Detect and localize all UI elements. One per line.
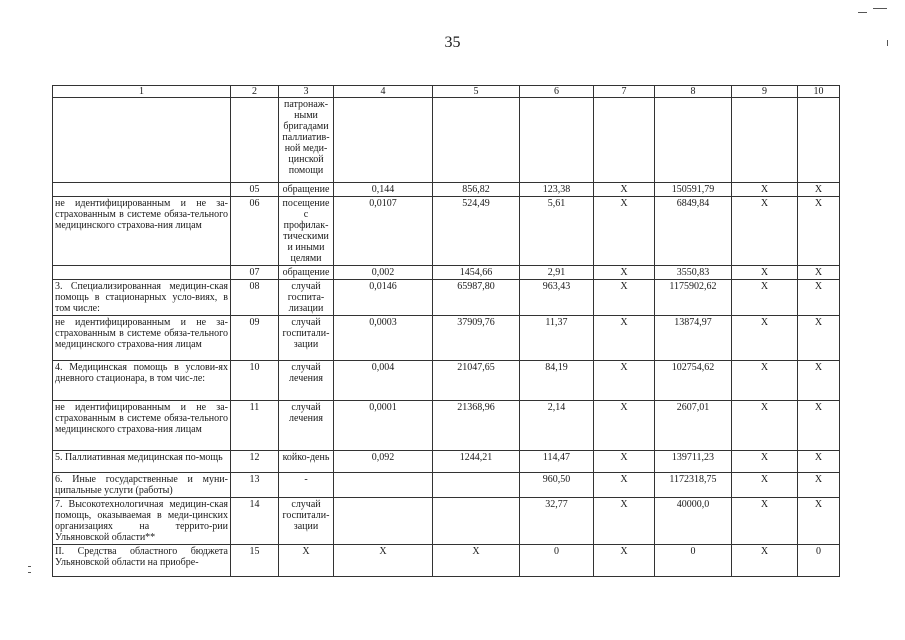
table-cell: патронаж-ными бригадами паллиатив-ной меди-цинской помощи: [279, 98, 334, 183]
table-cell: Х: [594, 361, 655, 401]
table-cell: Х: [594, 451, 655, 473]
page-number: 35: [444, 34, 461, 51]
table-cell: случай госпитали-зации: [279, 498, 334, 545]
table-cell: 7. Высокотехнологичная медицин-ская помощь, оказываемая в меди-цинских организациях на террито-рии Ульяновской области**: [53, 498, 231, 545]
table-cell: 856,82: [433, 183, 520, 197]
table-cell: 6849,84: [655, 197, 732, 266]
table-cell: Х: [732, 361, 798, 401]
table-cell: 0: [520, 545, 594, 577]
table-cell: 13: [231, 473, 279, 498]
table-cell: [334, 498, 433, 545]
table-cell: Х: [798, 498, 840, 545]
table-cell: 21368,96: [433, 401, 520, 451]
header-cell: 9: [732, 86, 798, 98]
table-cell: 3550,83: [655, 266, 732, 280]
table-row: [53, 98, 840, 183]
table-row: [53, 316, 840, 361]
table-cell: 1172318,75: [655, 473, 732, 498]
table-cell: 5. Паллиативная медицинская по-мощь: [53, 451, 231, 473]
table-cell: обращение: [279, 183, 334, 197]
table-cell: Х: [732, 498, 798, 545]
table-cell: 5,61: [520, 197, 594, 266]
table-cell: 84,19: [520, 361, 594, 401]
table-cell: Х: [433, 545, 520, 577]
table-cell: 09: [231, 316, 279, 361]
table-cell: 0,004: [334, 361, 433, 401]
table-cell: 40000,0: [655, 498, 732, 545]
table-cell: Х: [732, 401, 798, 451]
table-row: [53, 545, 840, 577]
table-cell: [53, 266, 231, 280]
header-cell: 7: [594, 86, 655, 98]
table-cell: 11,37: [520, 316, 594, 361]
header-cell: 1: [53, 86, 231, 98]
table-cell: 139711,23: [655, 451, 732, 473]
table-cell: 0,0107: [334, 197, 433, 266]
table-header-row: [53, 86, 840, 98]
header-cell: 2: [231, 86, 279, 98]
table-cell: 102754,62: [655, 361, 732, 401]
table-row: [53, 361, 840, 401]
table-cell: 1454,66: [433, 266, 520, 280]
table-cell: посещение с профилак-тическими и иными целями: [279, 197, 334, 266]
table-cell: Х: [798, 451, 840, 473]
table-cell: [53, 183, 231, 197]
table-cell: 08: [231, 280, 279, 316]
table-cell: II. Средства областного бюджета Ульяновской области на приобре-: [53, 545, 231, 577]
table-cell: 14: [231, 498, 279, 545]
table-cell: 1175902,62: [655, 280, 732, 316]
table-cell: Х: [732, 266, 798, 280]
scan-speck: [873, 8, 887, 9]
table-cell: Х: [594, 545, 655, 577]
table-cell: 0,144: [334, 183, 433, 197]
scan-speck: [28, 566, 31, 567]
table-cell: не идентифицированным и не за-страхованным в системе обяза-тельного медицинского страхова-ния лицам: [53, 316, 231, 361]
table-cell: [53, 98, 231, 183]
table-cell: Х: [594, 280, 655, 316]
table-cell: Х: [732, 183, 798, 197]
table-row: [53, 183, 840, 197]
table-cell: 963,43: [520, 280, 594, 316]
table-row: [53, 473, 840, 498]
header-cell: 5: [433, 86, 520, 98]
table-row: [53, 498, 840, 545]
table-cell: [231, 98, 279, 183]
table-cell: Х: [798, 401, 840, 451]
table-cell: 12: [231, 451, 279, 473]
table-cell: Х: [732, 545, 798, 577]
table-cell: 114,47: [520, 451, 594, 473]
table-cell: 11: [231, 401, 279, 451]
table-cell: Х: [594, 401, 655, 451]
table-cell: Х: [732, 280, 798, 316]
table-cell: Х: [798, 473, 840, 498]
table-cell: 0,0001: [334, 401, 433, 451]
table-cell: Х: [334, 545, 433, 577]
table-cell: 0,092: [334, 451, 433, 473]
table-row: [53, 280, 840, 316]
table-cell: не идентифицированным и не за-страхованным в системе обяза-тельного медицинского страхова-ния лицам: [53, 401, 231, 451]
table-cell: 2,91: [520, 266, 594, 280]
header-cell: 6: [520, 86, 594, 98]
scan-speck: [887, 40, 888, 46]
table-cell: случай лечения: [279, 361, 334, 401]
table-cell: 10: [231, 361, 279, 401]
table-cell: [798, 98, 840, 183]
table-cell: случай госпита-лизации: [279, 280, 334, 316]
table-cell: [594, 98, 655, 183]
table-cell: 05: [231, 183, 279, 197]
table-cell: Х: [594, 316, 655, 361]
table-cell: Х: [594, 183, 655, 197]
table-cell: Х: [594, 266, 655, 280]
table-cell: 0: [655, 545, 732, 577]
table-cell: Х: [732, 451, 798, 473]
table-cell: 06: [231, 197, 279, 266]
table-cell: 4. Медицинская помощь в услови-ях дневного стационара, в том чис-ле:: [53, 361, 231, 401]
table-cell: Х: [798, 266, 840, 280]
table-cell: [334, 473, 433, 498]
table-cell: 0,0003: [334, 316, 433, 361]
table-cell: [433, 473, 520, 498]
table-cell: 0,002: [334, 266, 433, 280]
table-cell: койко-день: [279, 451, 334, 473]
header-cell: 4: [334, 86, 433, 98]
table-cell: 65987,80: [433, 280, 520, 316]
table-cell: 2607,01: [655, 401, 732, 451]
table-cell: случай госпитали-зации: [279, 316, 334, 361]
table-cell: [334, 98, 433, 183]
table-cell: 960,50: [520, 473, 594, 498]
table-cell: [732, 98, 798, 183]
table-cell: Х: [594, 197, 655, 266]
table-cell: 0,0146: [334, 280, 433, 316]
table-cell: обращение: [279, 266, 334, 280]
table-cell: Х: [279, 545, 334, 577]
table-cell: -: [279, 473, 334, 498]
table-cell: Х: [732, 316, 798, 361]
header-cell: 3: [279, 86, 334, 98]
table-cell: Х: [798, 361, 840, 401]
table-cell: Х: [732, 473, 798, 498]
table-cell: [655, 98, 732, 183]
table-row: [53, 451, 840, 473]
table-cell: 07: [231, 266, 279, 280]
table-row: [53, 401, 840, 451]
table-cell: 15: [231, 545, 279, 577]
table-cell: Х: [798, 280, 840, 316]
table-cell: 21047,65: [433, 361, 520, 401]
table-cell: 6. Иные государственные и муни-ципальные услуги (работы): [53, 473, 231, 498]
scan-speck: [858, 12, 867, 13]
header-cell: 10: [798, 86, 840, 98]
table-cell: 3. Специализированная медицин-ская помощь в стационарных усло-виях, в том числе:: [53, 280, 231, 316]
table-cell: не идентифицированным и не за-страхованным в системе обяза-тельного медицинского страхова-ния лицам: [53, 197, 231, 266]
table-cell: 13874,97: [655, 316, 732, 361]
table-cell: [433, 98, 520, 183]
table-cell: случай лечения: [279, 401, 334, 451]
data-table: [52, 85, 840, 577]
table-cell: Х: [798, 183, 840, 197]
scan-speck: [28, 572, 31, 573]
table-cell: 32,77: [520, 498, 594, 545]
table-cell: Х: [798, 316, 840, 361]
table-cell: 150591,79: [655, 183, 732, 197]
table-cell: 1244,21: [433, 451, 520, 473]
table-cell: 2,14: [520, 401, 594, 451]
table-cell: Х: [594, 498, 655, 545]
table-cell: Х: [732, 197, 798, 266]
table-cell: [520, 98, 594, 183]
table-cell: [433, 498, 520, 545]
table-cell: 524,49: [433, 197, 520, 266]
table-cell: 0: [798, 545, 840, 577]
table-cell: 37909,76: [433, 316, 520, 361]
header-cell: 8: [655, 86, 732, 98]
table-cell: Х: [594, 473, 655, 498]
table-row: [53, 266, 840, 280]
table-cell: Х: [798, 197, 840, 266]
table-cell: 123,38: [520, 183, 594, 197]
table-row: [53, 197, 840, 266]
